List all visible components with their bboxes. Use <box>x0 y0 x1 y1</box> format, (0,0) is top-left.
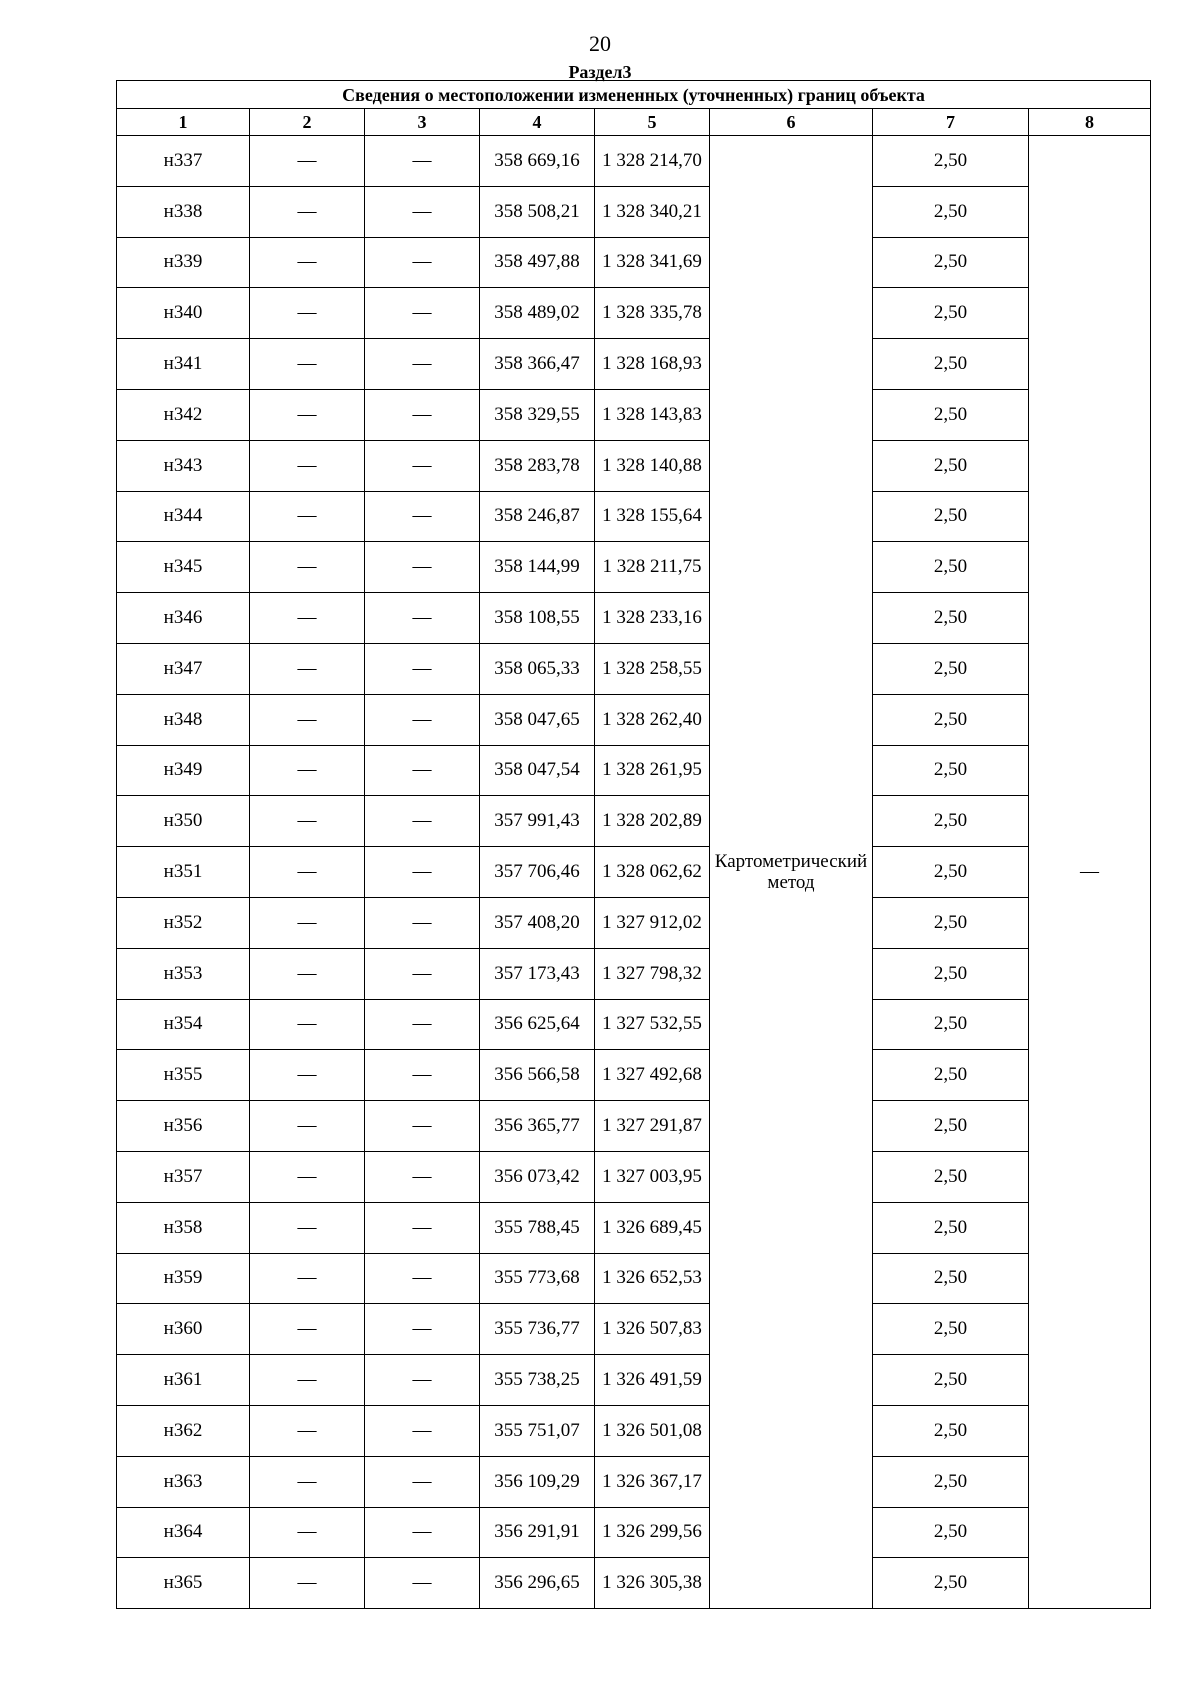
point-id-cell: н342 <box>117 389 250 440</box>
accuracy-cell: 2,50 <box>873 136 1029 187</box>
y-coordinate-cell: 1 328 202,89 <box>595 796 710 847</box>
dash-cell: — <box>250 237 365 288</box>
x-coordinate-cell: 356 073,42 <box>480 1151 595 1202</box>
x-coordinate-cell: 358 108,55 <box>480 593 595 644</box>
section-title: Раздел3 <box>568 62 632 82</box>
x-coordinate-cell: 358 283,78 <box>480 440 595 491</box>
dash-cell: — <box>250 1304 365 1355</box>
x-coordinate-cell: 358 065,33 <box>480 643 595 694</box>
y-coordinate-cell: 1 328 143,83 <box>595 389 710 440</box>
point-id-cell: н358 <box>117 1202 250 1253</box>
point-id-cell: н344 <box>117 491 250 542</box>
table-row <box>117 1405 1151 1456</box>
y-coordinate-cell: 1 326 501,08 <box>595 1405 710 1456</box>
accuracy-cell: 2,50 <box>873 847 1029 898</box>
x-coordinate-cell: 358 669,16 <box>480 136 595 187</box>
dash-cell: — <box>250 593 365 644</box>
dash-cell: — <box>250 999 365 1050</box>
column-number: 1 <box>117 109 250 136</box>
dash-cell: — <box>365 288 480 339</box>
x-coordinate-cell: 358 497,88 <box>480 237 595 288</box>
point-id-cell: н351 <box>117 847 250 898</box>
y-coordinate-cell: 1 328 211,75 <box>595 542 710 593</box>
accuracy-cell: 2,50 <box>873 796 1029 847</box>
dash-cell: — <box>365 897 480 948</box>
table-row <box>117 1101 1151 1152</box>
column-number: 3 <box>365 109 480 136</box>
point-id-cell: н360 <box>117 1304 250 1355</box>
table-row <box>117 136 1151 187</box>
point-id-cell: н359 <box>117 1253 250 1304</box>
x-coordinate-cell: 355 736,77 <box>480 1304 595 1355</box>
dash-cell: — <box>250 542 365 593</box>
point-id-cell: н354 <box>117 999 250 1050</box>
dash-cell: — <box>365 237 480 288</box>
column-number: 5 <box>595 109 710 136</box>
accuracy-cell: 2,50 <box>873 948 1029 999</box>
x-coordinate-cell: 356 365,77 <box>480 1101 595 1152</box>
dash-cell: — <box>365 1355 480 1406</box>
y-coordinate-cell: 1 326 367,17 <box>595 1456 710 1507</box>
y-coordinate-cell: 1 327 003,95 <box>595 1151 710 1202</box>
dash-cell: — <box>250 1355 365 1406</box>
dash-cell: — <box>365 136 480 187</box>
point-id-cell: н341 <box>117 339 250 390</box>
dash-cell: — <box>250 1101 365 1152</box>
point-id-cell: н356 <box>117 1101 250 1152</box>
accuracy-cell: 2,50 <box>873 440 1029 491</box>
dash-cell: — <box>365 186 480 237</box>
x-coordinate-cell: 355 788,45 <box>480 1202 595 1253</box>
column-number: 7 <box>873 109 1029 136</box>
y-coordinate-cell: 1 328 340,21 <box>595 186 710 237</box>
x-coordinate-cell: 358 508,21 <box>480 186 595 237</box>
y-coordinate-cell: 1 328 261,95 <box>595 745 710 796</box>
table-caption: Сведения о местоположении измененных (уточненных) границ объекта <box>117 81 1151 109</box>
dash-cell: — <box>250 897 365 948</box>
x-coordinate-cell: 358 489,02 <box>480 288 595 339</box>
accuracy-cell: 2,50 <box>873 1151 1029 1202</box>
y-coordinate-cell: 1 328 341,69 <box>595 237 710 288</box>
accuracy-cell: 2,50 <box>873 389 1029 440</box>
dash-cell: — <box>250 186 365 237</box>
point-id-cell: н337 <box>117 136 250 187</box>
accuracy-cell: 2,50 <box>873 186 1029 237</box>
dash-cell: — <box>365 796 480 847</box>
table-row <box>117 694 1151 745</box>
x-coordinate-cell: 358 047,65 <box>480 694 595 745</box>
accuracy-cell: 2,50 <box>873 237 1029 288</box>
accuracy-cell: 2,50 <box>873 288 1029 339</box>
table-row <box>117 1355 1151 1406</box>
y-coordinate-cell: 1 327 798,32 <box>595 948 710 999</box>
y-coordinate-cell: 1 326 305,38 <box>595 1558 710 1609</box>
dash-cell: — <box>250 288 365 339</box>
point-id-cell: н357 <box>117 1151 250 1202</box>
x-coordinate-cell: 357 173,43 <box>480 948 595 999</box>
point-id-cell: н349 <box>117 745 250 796</box>
table-row <box>117 948 1151 999</box>
column-number: 4 <box>480 109 595 136</box>
table-row <box>117 237 1151 288</box>
point-id-cell: н345 <box>117 542 250 593</box>
method-cell: Картометрический метод <box>710 136 873 1609</box>
dash-cell: — <box>365 1253 480 1304</box>
x-coordinate-cell: 358 144,99 <box>480 542 595 593</box>
table-row <box>117 1202 1151 1253</box>
dash-cell: — <box>250 745 365 796</box>
y-coordinate-cell: 1 327 912,02 <box>595 897 710 948</box>
table-body <box>117 136 1151 1609</box>
table-row <box>117 643 1151 694</box>
dash-cell: — <box>365 440 480 491</box>
dash-cell: — <box>250 643 365 694</box>
accuracy-cell: 2,50 <box>873 593 1029 644</box>
accuracy-cell: 2,50 <box>873 1456 1029 1507</box>
point-id-cell: н348 <box>117 694 250 745</box>
dash-cell: — <box>365 694 480 745</box>
point-id-cell: н361 <box>117 1355 250 1406</box>
y-coordinate-cell: 1 328 262,40 <box>595 694 710 745</box>
accuracy-cell: 2,50 <box>873 1507 1029 1558</box>
dash-cell: — <box>250 948 365 999</box>
y-coordinate-cell: 1 328 335,78 <box>595 288 710 339</box>
dash-cell: — <box>250 694 365 745</box>
accuracy-cell: 2,50 <box>873 897 1029 948</box>
x-coordinate-cell: 356 109,29 <box>480 1456 595 1507</box>
dash-cell: — <box>365 1456 480 1507</box>
table-row <box>117 745 1151 796</box>
table-row <box>117 491 1151 542</box>
column-number-row <box>117 109 1151 136</box>
table-row <box>117 1507 1151 1558</box>
x-coordinate-cell: 355 773,68 <box>480 1253 595 1304</box>
point-id-cell: н346 <box>117 593 250 644</box>
table-row <box>117 1456 1151 1507</box>
dash-cell: — <box>365 1101 480 1152</box>
x-coordinate-cell: 355 738,25 <box>480 1355 595 1406</box>
column8-cell: — <box>1029 136 1151 1609</box>
table-row <box>117 1253 1151 1304</box>
table-row <box>117 847 1151 898</box>
table-row <box>117 389 1151 440</box>
accuracy-cell: 2,50 <box>873 1355 1029 1406</box>
dash-cell: — <box>250 440 365 491</box>
accuracy-cell: 2,50 <box>873 1202 1029 1253</box>
x-coordinate-cell: 356 566,58 <box>480 1050 595 1101</box>
dash-cell: — <box>365 542 480 593</box>
point-id-cell: н353 <box>117 948 250 999</box>
dash-cell: — <box>365 491 480 542</box>
x-coordinate-cell: 358 047,54 <box>480 745 595 796</box>
accuracy-cell: 2,50 <box>873 694 1029 745</box>
y-coordinate-cell: 1 328 062,62 <box>595 847 710 898</box>
point-id-cell: н340 <box>117 288 250 339</box>
dash-cell: — <box>250 1507 365 1558</box>
coordinates-table <box>116 80 1151 1609</box>
y-coordinate-cell: 1 328 155,64 <box>595 491 710 542</box>
dash-cell: — <box>250 796 365 847</box>
accuracy-cell: 2,50 <box>873 1405 1029 1456</box>
accuracy-cell: 2,50 <box>873 491 1029 542</box>
y-coordinate-cell: 1 326 689,45 <box>595 1202 710 1253</box>
point-id-cell: н364 <box>117 1507 250 1558</box>
point-id-cell: н339 <box>117 237 250 288</box>
dash-cell: — <box>365 948 480 999</box>
point-id-cell: н352 <box>117 897 250 948</box>
dash-cell: — <box>250 339 365 390</box>
dash-cell: — <box>365 1050 480 1101</box>
dash-cell: — <box>250 1456 365 1507</box>
table-row <box>117 1558 1151 1609</box>
y-coordinate-cell: 1 327 291,87 <box>595 1101 710 1152</box>
table-row <box>117 542 1151 593</box>
dash-cell: — <box>365 593 480 644</box>
table-row <box>117 440 1151 491</box>
y-coordinate-cell: 1 328 214,70 <box>595 136 710 187</box>
y-coordinate-cell: 1 326 652,53 <box>595 1253 710 1304</box>
dash-cell: — <box>250 1202 365 1253</box>
x-coordinate-cell: 357 408,20 <box>480 897 595 948</box>
point-id-cell: н347 <box>117 643 250 694</box>
accuracy-cell: 2,50 <box>873 1558 1029 1609</box>
accuracy-cell: 2,50 <box>873 999 1029 1050</box>
x-coordinate-cell: 357 991,43 <box>480 796 595 847</box>
point-id-cell: н343 <box>117 440 250 491</box>
y-coordinate-cell: 1 326 299,56 <box>595 1507 710 1558</box>
x-coordinate-cell: 358 329,55 <box>480 389 595 440</box>
y-coordinate-cell: 1 327 532,55 <box>595 999 710 1050</box>
dash-cell: — <box>365 745 480 796</box>
dash-cell: — <box>365 643 480 694</box>
dash-cell: — <box>250 136 365 187</box>
dash-cell: — <box>365 847 480 898</box>
point-id-cell: н350 <box>117 796 250 847</box>
table-row <box>117 339 1151 390</box>
column-number: 8 <box>1029 109 1151 136</box>
y-coordinate-cell: 1 328 258,55 <box>595 643 710 694</box>
dash-cell: — <box>365 1151 480 1202</box>
dash-cell: — <box>365 1405 480 1456</box>
dash-cell: — <box>365 999 480 1050</box>
table-row <box>117 186 1151 237</box>
table-row <box>117 999 1151 1050</box>
x-coordinate-cell: 356 291,91 <box>480 1507 595 1558</box>
dash-cell: — <box>250 1151 365 1202</box>
dash-cell: — <box>250 1405 365 1456</box>
table-row <box>117 593 1151 644</box>
point-id-cell: н365 <box>117 1558 250 1609</box>
y-coordinate-cell: 1 328 168,93 <box>595 339 710 390</box>
point-id-cell: н362 <box>117 1405 250 1456</box>
y-coordinate-cell: 1 327 492,68 <box>595 1050 710 1101</box>
dash-cell: — <box>365 1304 480 1355</box>
x-coordinate-cell: 355 751,07 <box>480 1405 595 1456</box>
point-id-cell: н338 <box>117 186 250 237</box>
accuracy-cell: 2,50 <box>873 745 1029 796</box>
table-row <box>117 897 1151 948</box>
table-row <box>117 1050 1151 1101</box>
accuracy-cell: 2,50 <box>873 643 1029 694</box>
accuracy-cell: 2,50 <box>873 1304 1029 1355</box>
dash-cell: — <box>250 1050 365 1101</box>
accuracy-cell: 2,50 <box>873 542 1029 593</box>
y-coordinate-cell: 1 326 491,59 <box>595 1355 710 1406</box>
column-number: 6 <box>710 109 873 136</box>
table-row <box>117 1304 1151 1355</box>
accuracy-cell: 2,50 <box>873 339 1029 390</box>
x-coordinate-cell: 358 366,47 <box>480 339 595 390</box>
dash-cell: — <box>365 1507 480 1558</box>
table-row <box>117 796 1151 847</box>
dash-cell: — <box>250 1253 365 1304</box>
point-id-cell: н363 <box>117 1456 250 1507</box>
accuracy-cell: 2,50 <box>873 1253 1029 1304</box>
x-coordinate-cell: 356 625,64 <box>480 999 595 1050</box>
point-id-cell: н355 <box>117 1050 250 1101</box>
dash-cell: — <box>250 847 365 898</box>
dash-cell: — <box>365 389 480 440</box>
page-number: 20 <box>589 31 611 56</box>
dash-cell: — <box>250 491 365 542</box>
accuracy-cell: 2,50 <box>873 1101 1029 1152</box>
dash-cell: — <box>365 1202 480 1253</box>
dash-cell: — <box>250 1558 365 1609</box>
dash-cell: — <box>365 339 480 390</box>
table-row <box>117 288 1151 339</box>
dash-cell: — <box>365 1558 480 1609</box>
y-coordinate-cell: 1 328 140,88 <box>595 440 710 491</box>
table-row <box>117 1151 1151 1202</box>
x-coordinate-cell: 356 296,65 <box>480 1558 595 1609</box>
x-coordinate-cell: 358 246,87 <box>480 491 595 542</box>
accuracy-cell: 2,50 <box>873 1050 1029 1101</box>
y-coordinate-cell: 1 326 507,83 <box>595 1304 710 1355</box>
y-coordinate-cell: 1 328 233,16 <box>595 593 710 644</box>
column-number: 2 <box>250 109 365 136</box>
dash-cell: — <box>250 389 365 440</box>
x-coordinate-cell: 357 706,46 <box>480 847 595 898</box>
